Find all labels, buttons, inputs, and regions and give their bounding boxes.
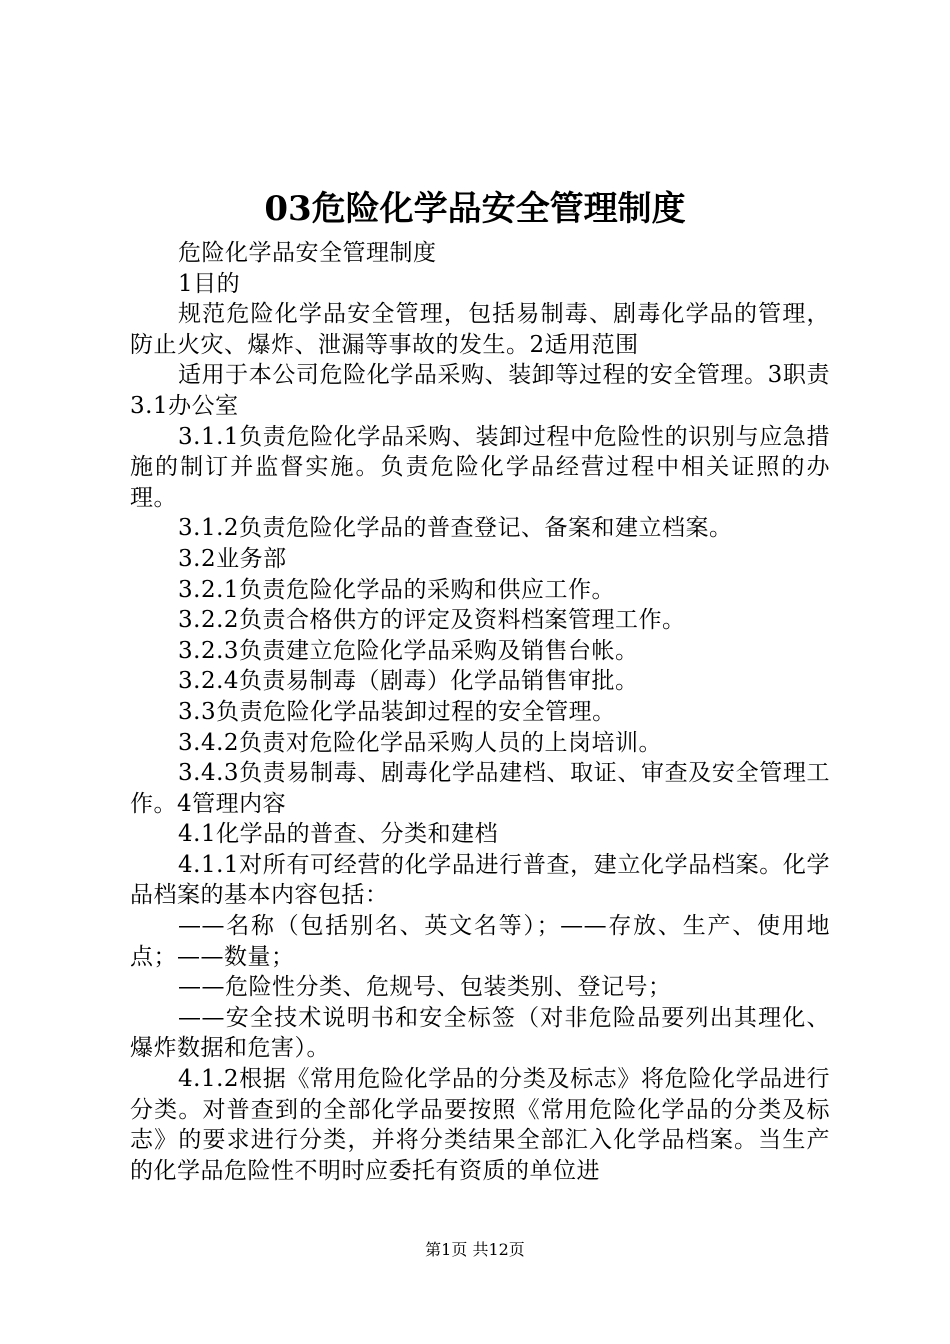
- paragraph: 3.2.1负责危险化学品的采购和供应工作。: [178, 576, 616, 603]
- paragraph: 4.1.1对所有可经营的化学品进行普查，建立化学品档案。化学品档案的基本内容包括：: [130, 851, 830, 909]
- paragraph: 3.4.3负责易制毒、剧毒化学品建档、取证、审查及安全管理工作。4管理内容: [130, 760, 830, 817]
- paragraph: 3.4.2负责对危险化学品采购人员的上岗培训。: [178, 729, 663, 756]
- paragraph: 4.1化学品的普查、分类和建档: [178, 821, 499, 848]
- paragraph: ——安全技术说明书和安全标签（对非危险品要列出其理化、爆炸数据和危害）。: [130, 1004, 830, 1062]
- paragraph: 3.1.2负责危险化学品的普查登记、备案和建立档案。: [178, 515, 733, 542]
- paragraph: 3.2业务部: [178, 545, 287, 572]
- document-body: [130, 238, 830, 1186]
- paragraph: 规范危险化学品安全管理，包括易制毒、剧毒化学品的管理，防止火灾、爆炸、泄漏等事故的发生。2适用范围: [130, 301, 830, 358]
- paragraph: 4.1.2根据《常用危险化学品的分类及标志》将危险化学品进行分类。对普查到的全部化学品要按照《常用危险化学品的分类及标志》的要求进行分类，并将分类结果全部汇入化学品档案。当生产的化学品危险性不明时应委托有资质的单位进: [130, 1066, 830, 1184]
- page-footer: 第1页 共12页: [425, 1240, 525, 1259]
- paragraph: 3.1.1负责危险化学品采购、装卸过程中危险性的识别与应急措施的制订并监督实施。负责危险化学品经营过程中相关证照的办理。: [130, 423, 830, 511]
- paragraph: ——危险性分类、危规号、包装类别、登记号；: [178, 974, 672, 1001]
- paragraph: 3.3负责危险化学品装卸过程的安全管理。: [178, 698, 616, 725]
- paragraph: 3.2.3负责建立危险化学品采购及销售台帐。: [178, 637, 639, 664]
- paragraph: 适用于本公司危险化学品采购、装卸等过程的安全管理。3职责3.1办公室: [130, 362, 830, 419]
- paragraph: 3.2.4负责易制毒（剧毒）化学品销售审批。: [178, 668, 639, 695]
- paragraph: 危险化学品安全管理制度: [178, 240, 437, 266]
- paragraph: 1目的: [178, 270, 241, 297]
- paragraph: ——名称（包括别名、英文名等）；——存放、生产、使用地点；——数量；: [130, 913, 830, 970]
- paragraph: 3.2.2负责合格供方的评定及资料档案管理工作。: [178, 607, 686, 634]
- document-title: 03危险化学品安全管理制度: [264, 189, 686, 229]
